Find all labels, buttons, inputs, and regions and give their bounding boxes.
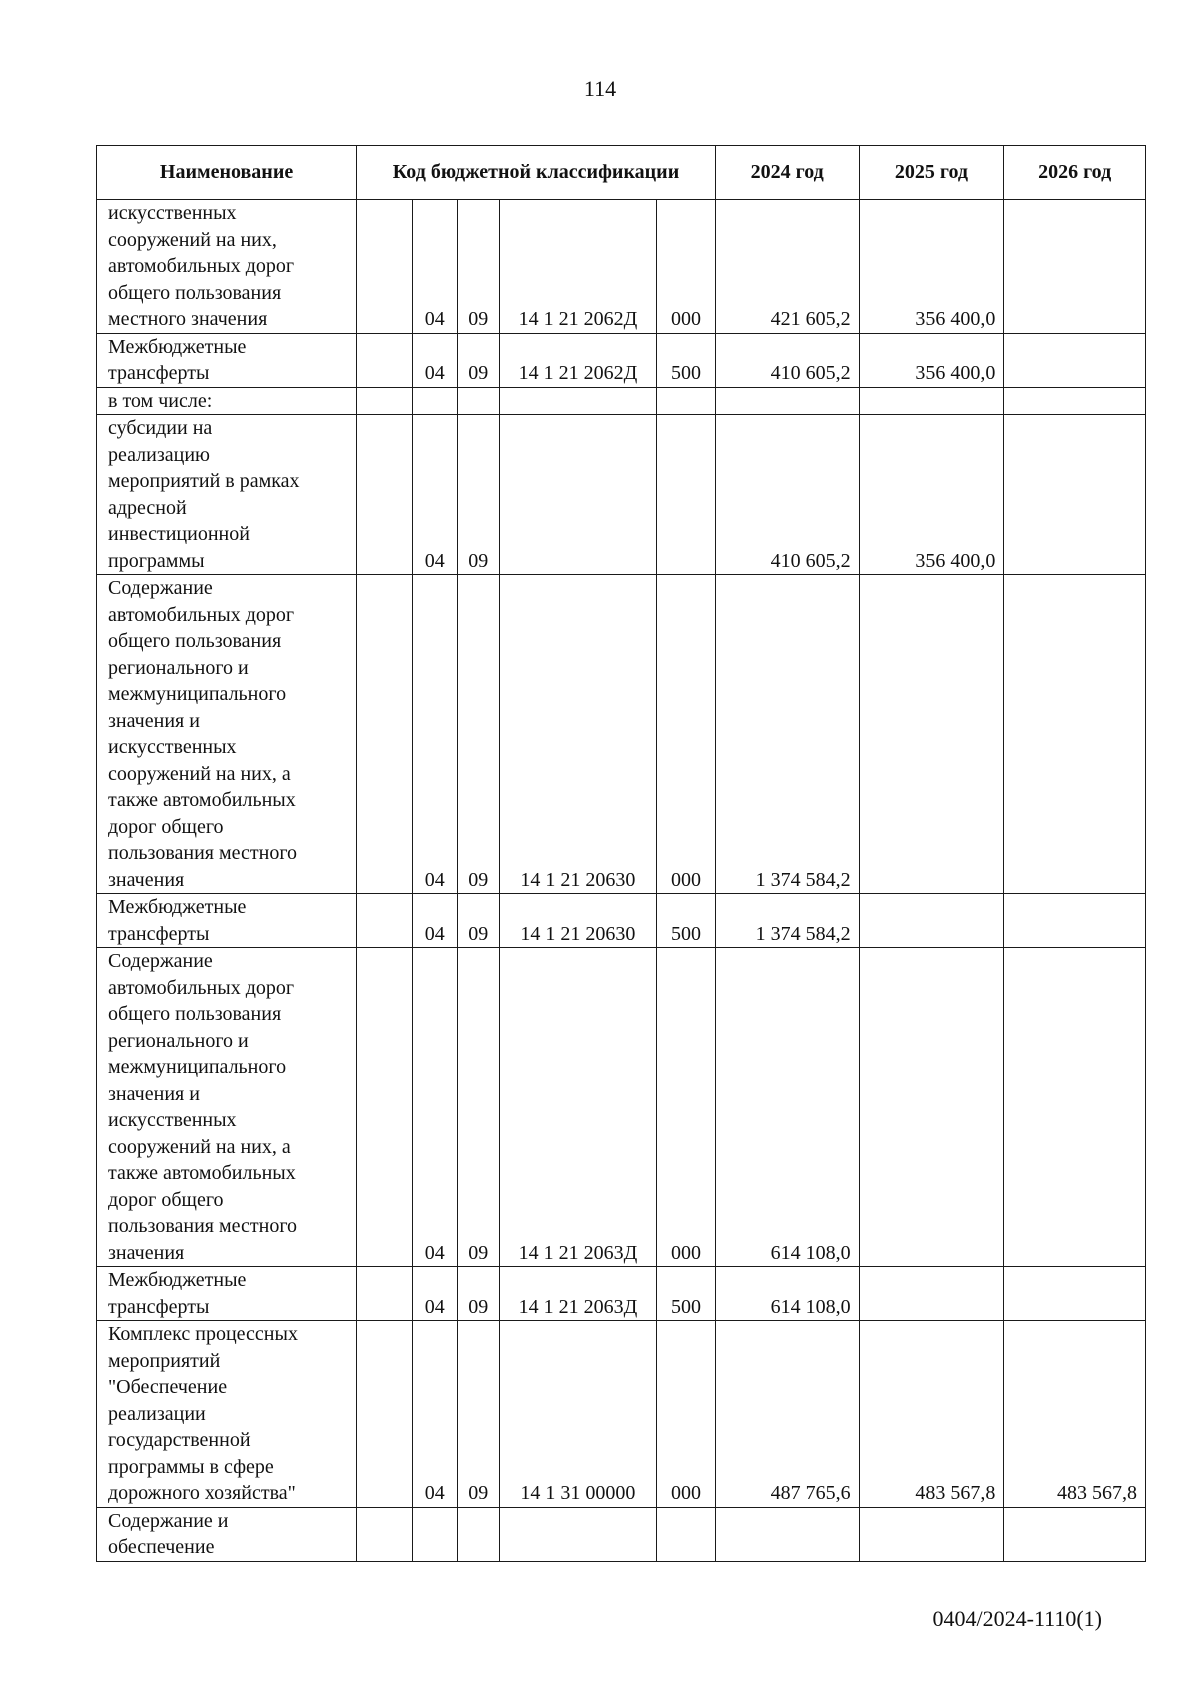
cell-name: субсидии на реализацию мероприятий в рамках адресной инвестиционной программы [97,415,357,575]
table-body [97,200,1146,1562]
header-2024: 2024 год [715,146,859,200]
table-row [97,387,1146,415]
cell-2025: 356 400,0 [859,415,1004,575]
cell-subsection: 09 [457,200,499,334]
table-row [97,894,1146,948]
table-row [97,1321,1146,1508]
cell-expense-type: 000 [657,948,716,1267]
cell-2024 [715,387,859,415]
cell-2026 [1004,333,1146,387]
cell-section: 04 [412,415,457,575]
cell-subsection: 09 [457,333,499,387]
cell-subsection: 09 [457,1321,499,1508]
table-row [97,415,1146,575]
cell-code-blank [357,200,413,334]
cell-2026 [1004,948,1146,1267]
header-name: Наименование [97,146,357,200]
page-number: 114 [583,76,617,101]
cell-2025: 356 400,0 [859,333,1004,387]
cell-2026 [1004,415,1146,575]
cell-2025 [859,1267,1004,1321]
header-code: Код бюджетной классификации [357,146,716,200]
cell-name: Содержание автомобильных дорог общего пользования регионального и межмуниципального значения и искусственных сооружений на них, а также автомобильных дорог общего пользования местного значения [97,948,357,1267]
cell-section [412,387,457,415]
table-row [97,1507,1146,1561]
cell-2026 [1004,575,1146,894]
cell-2026 [1004,387,1146,415]
cell-expense-type: 500 [657,894,716,948]
cell-name: Комплекс процессных мероприятий "Обеспечение реализации государственной программы в сфере дорожного хозяйства" [97,1321,357,1508]
cell-target-article: 14 1 21 20630 [499,575,656,894]
cell-expense-type: 000 [657,575,716,894]
cell-target-article: 14 1 31 00000 [499,1321,656,1508]
cell-section [412,1507,457,1561]
cell-2026 [1004,200,1146,334]
table-header-row [97,146,1146,200]
cell-2024: 1 374 584,2 [715,894,859,948]
cell-subsection: 09 [457,948,499,1267]
cell-2024: 614 108,0 [715,948,859,1267]
cell-section: 04 [412,333,457,387]
cell-expense-type: 000 [657,1321,716,1508]
cell-code-blank [357,1507,413,1561]
cell-subsection [457,1507,499,1561]
cell-2024 [715,1507,859,1561]
cell-code-blank [357,415,413,575]
cell-code-blank [357,948,413,1267]
table-row [97,575,1146,894]
cell-expense-type [657,387,716,415]
cell-2025 [859,1507,1004,1561]
cell-expense-type: 000 [657,200,716,334]
document-number: 0404/2024-1110(1) [932,1606,1102,1631]
table-row [97,333,1146,387]
cell-2025: 356 400,0 [859,200,1004,334]
cell-target-article: 14 1 21 2062Д [499,200,656,334]
cell-code-blank [357,1267,413,1321]
cell-target-article [499,415,656,575]
cell-expense-type: 500 [657,333,716,387]
cell-2024: 614 108,0 [715,1267,859,1321]
table-row [97,200,1146,334]
cell-name: Содержание и обеспечение [97,1507,357,1561]
cell-name: искусственных сооружений на них, автомобильных дорог общего пользования местного значения [97,200,357,334]
cell-2025 [859,575,1004,894]
cell-name: Межбюджетные трансферты [97,333,357,387]
cell-code-blank [357,387,413,415]
cell-2026 [1004,894,1146,948]
cell-section: 04 [412,1321,457,1508]
cell-2025 [859,948,1004,1267]
cell-section: 04 [412,948,457,1267]
cell-2024: 410 605,2 [715,415,859,575]
cell-target-article: 14 1 21 2062Д [499,333,656,387]
cell-2026 [1004,1507,1146,1561]
cell-target-article: 14 1 21 2063Д [499,948,656,1267]
cell-code-blank [357,1321,413,1508]
cell-target-article [499,387,656,415]
cell-target-article [499,1507,656,1561]
cell-code-blank [357,333,413,387]
cell-target-article: 14 1 21 2063Д [499,1267,656,1321]
cell-name: Содержание автомобильных дорог общего пользования регионального и межмуниципального значения и искусственных сооружений на них, а также автомобильных дорог общего пользования местного значения [97,575,357,894]
budget-table [96,145,1146,1562]
cell-2024: 410 605,2 [715,333,859,387]
header-2026: 2026 год [1004,146,1146,200]
cell-code-blank [357,575,413,894]
table-row [97,948,1146,1267]
cell-2025 [859,894,1004,948]
cell-target-article: 14 1 21 20630 [499,894,656,948]
cell-2024: 1 374 584,2 [715,575,859,894]
cell-expense-type [657,1507,716,1561]
cell-2025: 483 567,8 [859,1321,1004,1508]
cell-subsection: 09 [457,415,499,575]
cell-2026: 483 567,8 [1004,1321,1146,1508]
table-row [97,1267,1146,1321]
cell-subsection: 09 [457,575,499,894]
header-2025: 2025 год [859,146,1004,200]
cell-2024: 421 605,2 [715,200,859,334]
cell-2026 [1004,1267,1146,1321]
cell-section: 04 [412,575,457,894]
cell-2024: 487 765,6 [715,1321,859,1508]
cell-section: 04 [412,1267,457,1321]
cell-subsection: 09 [457,894,499,948]
cell-section: 04 [412,894,457,948]
cell-subsection [457,387,499,415]
cell-subsection: 09 [457,1267,499,1321]
cell-code-blank [357,894,413,948]
cell-section: 04 [412,200,457,334]
cell-name: Межбюджетные трансферты [97,894,357,948]
cell-expense-type: 500 [657,1267,716,1321]
cell-expense-type [657,415,716,575]
cell-name: Межбюджетные трансферты [97,1267,357,1321]
cell-name: в том числе: [97,387,357,415]
cell-2025 [859,387,1004,415]
